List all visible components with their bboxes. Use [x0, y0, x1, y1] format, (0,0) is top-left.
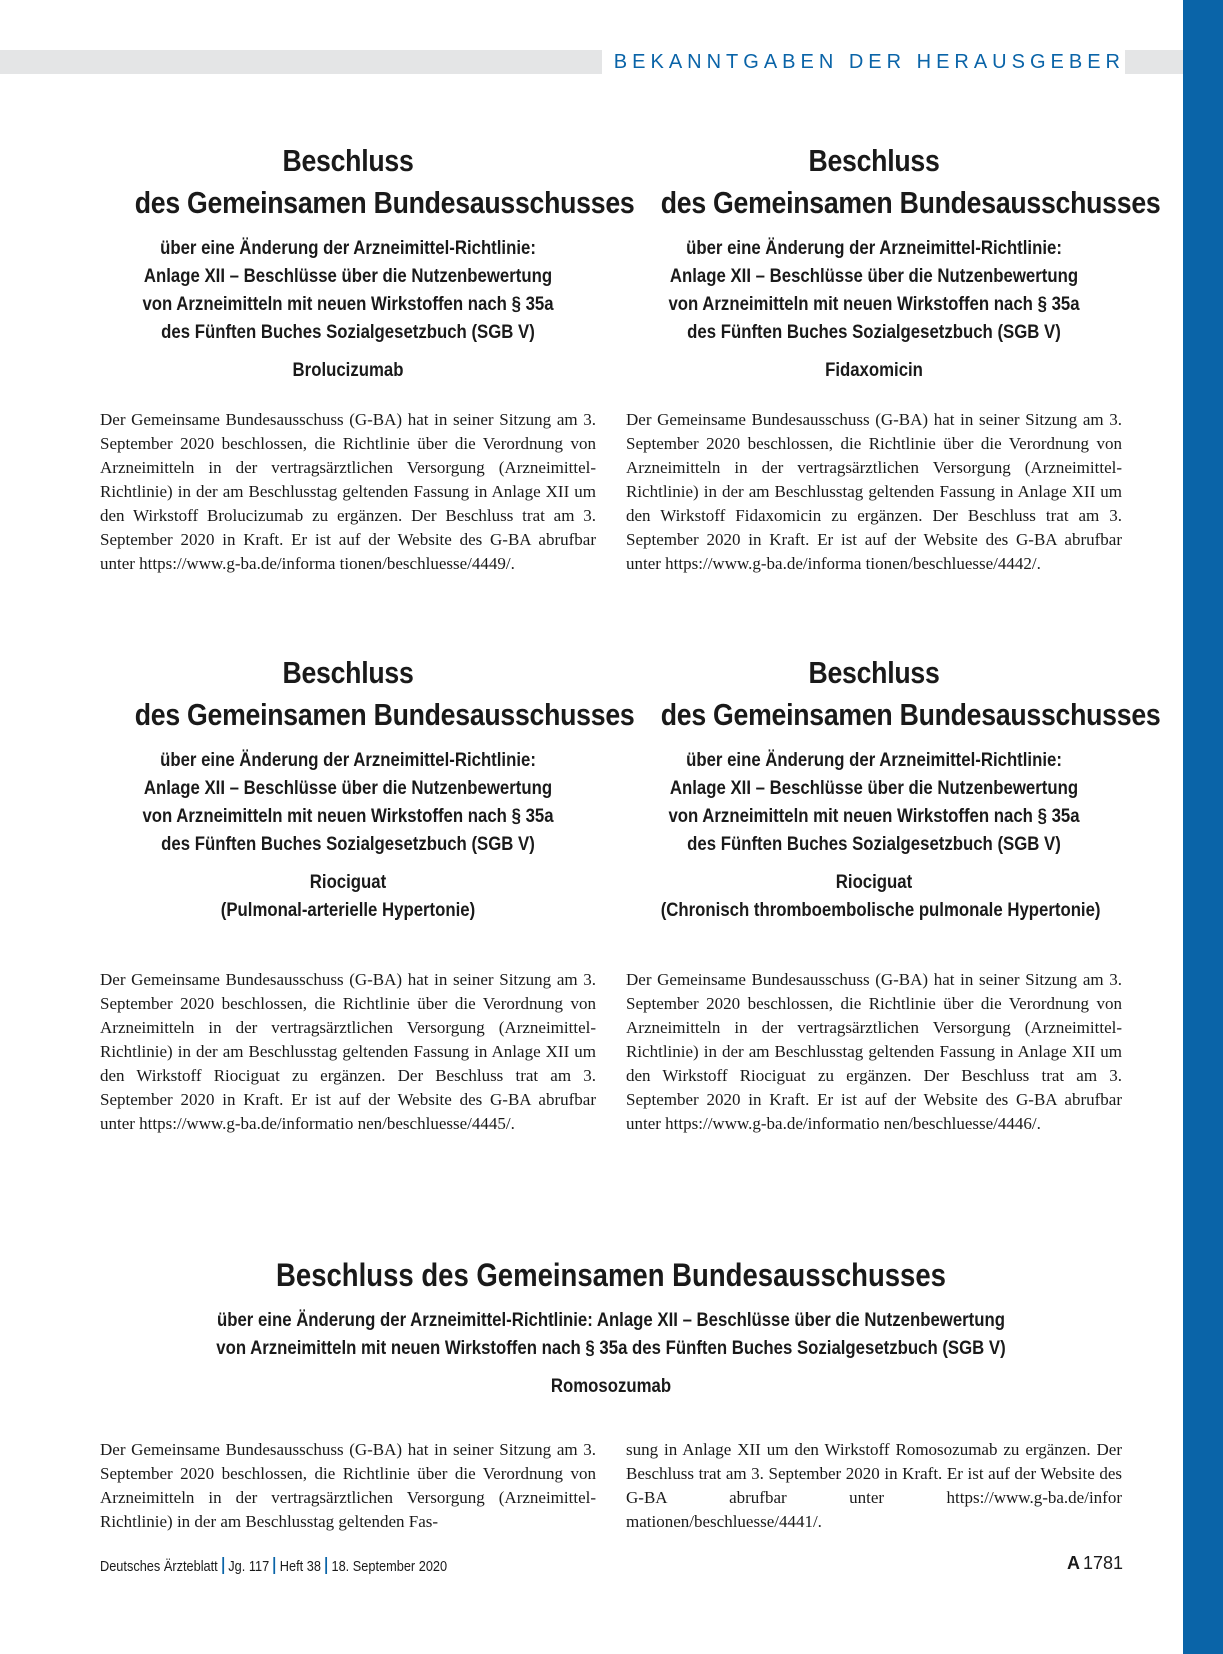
article-subtitle	[172, 1306, 1051, 1362]
subtitle-line: des Fünften Buches Sozialgesetzbuch (SGB V)	[161, 833, 535, 855]
journal-name: Deutsches Ärzteblatt	[100, 1559, 218, 1575]
substance-line: (Pulmonal-arterielle Hypertonie)	[220, 899, 476, 921]
article-title: Beschluss des Gemeinsamen Bundesausschusses	[276, 1257, 946, 1293]
subtitle-line: Anlage XII – Beschlüsse über die Nutzenbewertung	[669, 777, 1079, 799]
article-body: Der Gemeinsame Bundesausschuss (G-BA) hat in seiner Sitzung am 3. September 2020 beschlossen, die Richtlinie über die Verordnung von Arzneimitteln in der vertragsärztlichen Versorgung (Arzneimittel-Richtlinie) in der am Beschlusstag geltenden Fassung in Anlage XII um den Wirkstoff Riociguat zu ergänzen. Der Beschluss trat am 3. September 2020 in Kraft. Er ist auf der Website des G-BA abrufbar unter https://www.g-ba.de/informatio nen/beschluesse/4445/.	[100, 970, 596, 1133]
article-riociguat-pah	[100, 652, 635, 924]
article-substance	[661, 356, 1088, 384]
article-riociguat-cteph	[626, 652, 1161, 924]
article-body: Der Gemeinsame Bundesausschuss (G-BA) hat in seiner Sitzung am 3. September 2020 beschlossen, die Richtlinie über die Verordnung von Arzneimitteln in der vertragsärztlichen Versorgung (Arzneimittel-Richtlinie) in der am Beschlusstag geltenden Fassung in Anlage XII um den Wirkstoff Brolucizumab zu ergänzen. Der Beschluss trat am 3. September 2020 in Kraft. Er ist auf der Website des G-BA abrufbar unter https://www.g-ba.de/informa tionen/beschluesse/4449/.	[100, 410, 596, 573]
article-title-line1: Beschluss	[282, 143, 414, 178]
subtitle-line: von Arzneimitteln mit neuen Wirkstoffen nach § 35a	[142, 293, 554, 315]
article-body: Der Gemeinsame Bundesausschuss (G-BA) hat in seiner Sitzung am 3. September 2020 beschlossen, die Richtlinie über die Verordnung von Arzneimitteln in der vertragsärztlichen Versorgung (Arzneimittel-Richtlinie) in der am Beschlusstag geltenden Fassung in Anlage XII um den Wirkstoff Fidaxomicin zu ergänzen. Der Beschluss trat am 3. September 2020 in Kraft. Er ist auf der Website des G-BA abrufbar unter https://www.g-ba.de/informa tionen/beschluesse/4442/.	[626, 410, 1122, 573]
article-subtitle	[661, 746, 1088, 858]
footer-separator	[325, 1557, 327, 1574]
article-subtitle	[661, 234, 1088, 346]
subtitle-line: Anlage XII – Beschlüsse über die Nutzenbewertung	[669, 265, 1079, 287]
subtitle-line: des Fünften Buches Sozialgesetzbuch (SGB V)	[161, 321, 535, 343]
subtitle-line: über eine Änderung der Arzneimittel-Richtlinie:	[160, 749, 536, 771]
subtitle-line: über eine Änderung der Arzneimittel-Richtlinie:	[686, 237, 1062, 259]
subtitle-line: von Arzneimitteln mit neuen Wirkstoffen nach § 35a	[142, 805, 554, 827]
footer-separator	[274, 1557, 276, 1574]
subtitle-line: Anlage XII – Beschlüsse über die Nutzenbewertung	[143, 265, 553, 287]
article-title-line1: Beschluss	[282, 655, 414, 690]
article-substance	[660, 868, 1101, 924]
article-subtitle	[135, 234, 562, 346]
article-body: Der Gemeinsame Bundesausschuss (G-BA) hat in seiner Sitzung am 3. September 2020 beschlossen, die Richtlinie über die Verordnung von Arzneimitteln in der vertragsärztlichen Versorgung (Arzneimittel-Richtlinie) in der am Beschlusstag geltenden Fassung in Anlage XII um den Wirkstoff Riociguat zu ergänzen. Der Beschluss trat am 3. September 2020 in Kraft. Er ist auf der Website des G-BA abrufbar unter https://www.g-ba.de/informatio nen/beschluesse/4446/.	[626, 970, 1122, 1133]
article-body-left: Der Gemeinsame Bundesausschuss (G-BA) hat in seiner Sitzung am 3. September 2020 beschlossen, die Richtlinie über die Verordnung von Arzneimitteln in der vertragsärztlichen Versorgung (Arzneimittel-Richtlinie) in der am Beschlusstag geltenden Fas-	[100, 1440, 596, 1531]
subtitle-line: des Fünften Buches Sozialgesetzbuch (SGB V)	[687, 321, 1061, 343]
substance-line: Riociguat	[835, 871, 913, 893]
subtitle-line: über eine Änderung der Arzneimittel-Richtlinie:	[686, 749, 1062, 771]
subtitle-line: von Arzneimitteln mit neuen Wirkstoffen nach § 35a des Fünften Buches Sozialgesetzbuch (SGB V)	[216, 1337, 1006, 1359]
page-number-value: 1781	[1082, 1553, 1123, 1573]
article-title-line1: Beschluss	[808, 655, 940, 690]
article-title-line2: des Gemeinsamen Bundesausschusses	[134, 697, 635, 732]
section-header: BEKANNTGABEN DER HERAUSGEBER	[602, 48, 1125, 76]
footer-separator	[222, 1557, 224, 1574]
article-substance: Romosozumab	[550, 1375, 672, 1397]
article-title-line2: des Gemeinsamen Bundesausschusses	[134, 185, 635, 220]
page-number	[1067, 1553, 1123, 1574]
article-substance	[135, 356, 562, 384]
subtitle-line: über eine Änderung der Arzneimittel-Richtlinie:	[160, 237, 536, 259]
page-prefix: A	[1066, 1553, 1080, 1573]
article-brolucizumab	[100, 140, 635, 384]
article-body-right: sung in Anlage XII um den Wirkstoff Romosozumab zu ergänzen. Der Beschluss trat am 3. September 2020 in Kraft. Er ist auf der Website des G-BA abrufbar unter https://www.g-ba.de/infor mationen/beschluesse/4441/.	[626, 1440, 1122, 1531]
substance-line: (Chronisch thromboembolische pulmonale Hypertonie)	[660, 899, 1101, 921]
article-fidaxomicin	[626, 140, 1161, 384]
journal-date: 18. September 2020	[331, 1559, 448, 1575]
subtitle-line: von Arzneimitteln mit neuen Wirkstoffen nach § 35a	[668, 293, 1080, 315]
subtitle-line: des Fünften Buches Sozialgesetzbuch (SGB V)	[687, 833, 1061, 855]
footer-citation	[100, 1557, 447, 1575]
article-title-line2: des Gemeinsamen Bundesausschusses	[660, 697, 1161, 732]
article-title-line2: des Gemeinsamen Bundesausschusses	[660, 185, 1161, 220]
article-substance	[135, 868, 562, 924]
substance-line: Riociguat	[309, 871, 387, 893]
substance-line: Fidaxomicin	[825, 359, 923, 381]
journal-issue: Heft 38	[279, 1559, 321, 1575]
subtitle-line: Anlage XII – Beschlüsse über die Nutzenbewertung	[143, 777, 553, 799]
subtitle-line: über eine Änderung der Arzneimittel-Richtlinie: Anlage XII – Beschlüsse über die Nutzenbewertung	[216, 1309, 1006, 1331]
article-subtitle	[135, 746, 562, 858]
side-color-bar	[1183, 0, 1223, 1654]
article-title-line1: Beschluss	[808, 143, 940, 178]
article-romosozumab	[100, 1254, 1122, 1400]
journal-volume: Jg. 117	[228, 1559, 270, 1575]
subtitle-line: von Arzneimitteln mit neuen Wirkstoffen nach § 35a	[668, 805, 1080, 827]
substance-line: Brolucizumab	[292, 359, 404, 381]
